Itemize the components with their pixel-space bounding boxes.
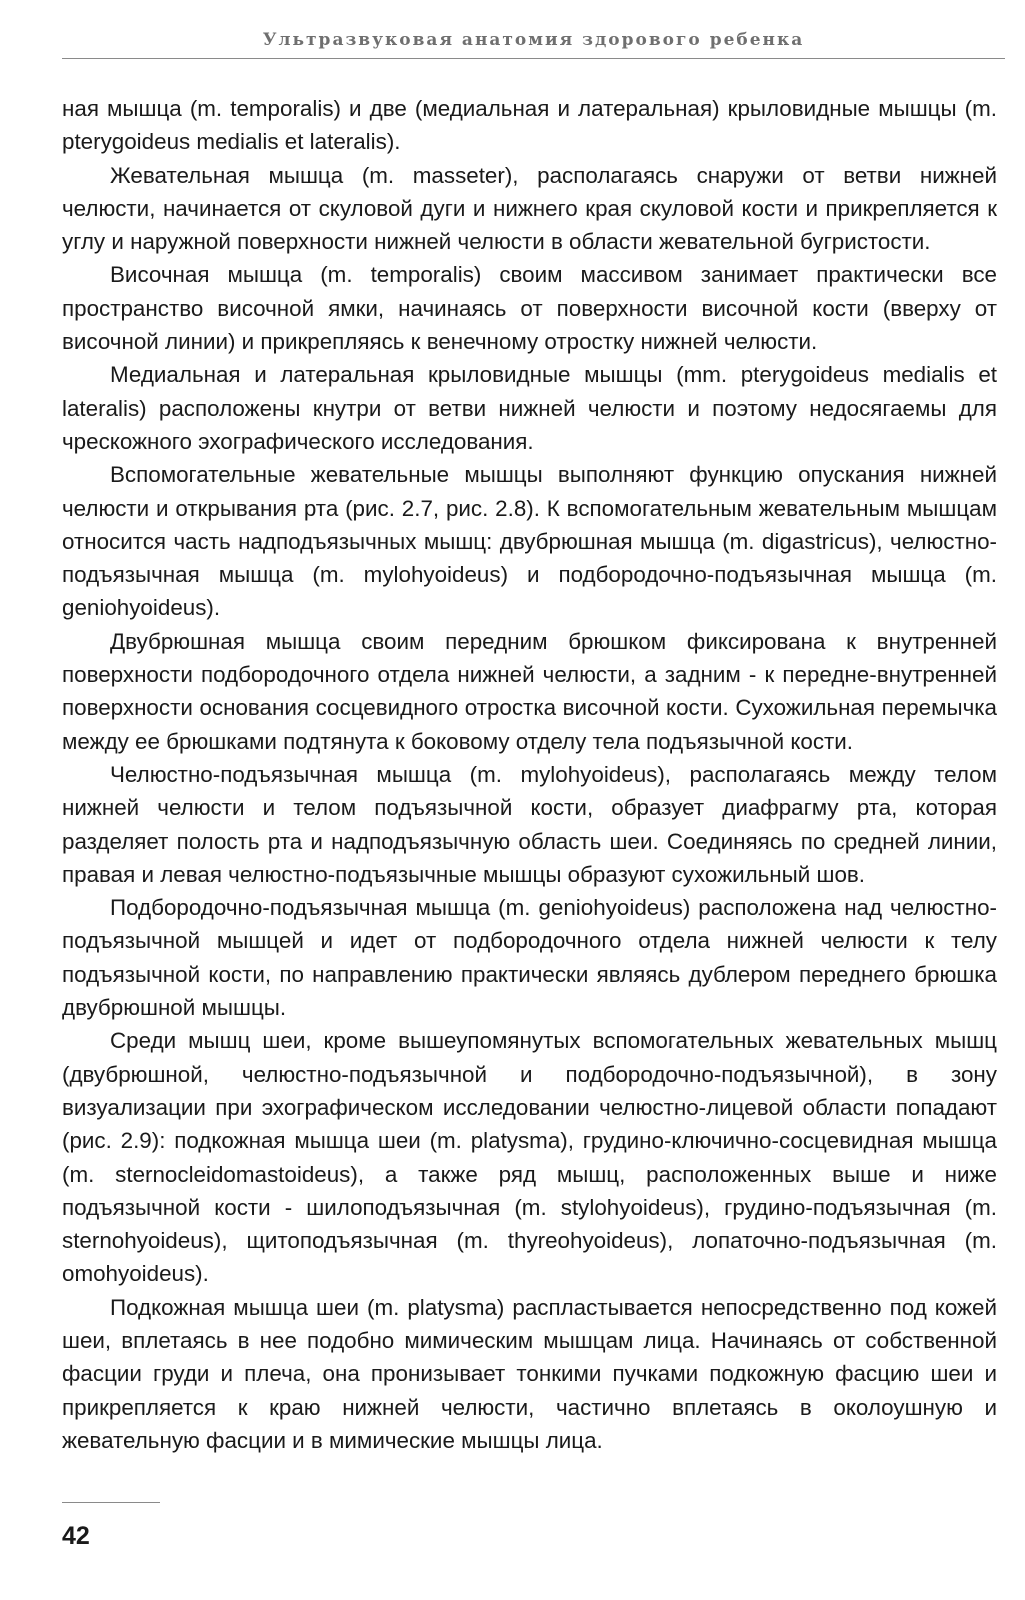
body-text <box>62 92 997 1457</box>
paragraph-mylohyoid: Челюстно-подъязычная мышца (m. mylohyoideus), располагаясь между телом нижней челюсти и телом подъязычной кости, образует диафрагму рта, которая разделяет полость рта и надподъязычную область шеи. Соединяясь по средней линии, правая и левая челюстно-подъязычные мышцы образуют сухожильный шов. <box>62 761 997 887</box>
paragraph-digastric: Двубрюшная мышца своим передним брюшком фиксирована к внутренней поверхности подбородочного отдела нижней челюсти, а задним - к передне-внутренней поверхности основания сосцевидного отростка височной кости. Сухожильная перемычка между ее брюшками подтянута к боковому отделу тела подъязычной кости. <box>62 628 997 754</box>
paragraph-neck-muscles: Среди мышц шеи, кроме вышеупомянутых вспомогательных жевательных мышц (двубрюшной, челюстно-подъязычной и подбородочно-подъязычной), в зону визуализации при эхографическом исследовании челюстно-лицевой области попадают (рис. 2.9): подкожная мышца шеи (m. platysma), грудино-ключично-сосцевидная мышца (m. sternocleidomastoideus), а также ряд мышц, расположенных выше и ниже подъязычной кости - шилоподъязычная (m. stylohyoideus), грудино-подъязычная (m. sternohyoideus), щитоподъязычная (m. thyreohyoideus), лопаточно-подъязычная (m. omohyoideus). <box>62 1028 997 1287</box>
page-number: 42 <box>62 1522 90 1550</box>
paragraph-temporalis: Височная мышца (m. temporalis) своим массивом занимает практически все пространство височной ямки, начинаясь от поверхности височной кости (вверху от височной линии) и прикрепляясь к венечному отростку нижней челюсти. <box>62 262 997 355</box>
paragraph-masseter: Жевательная мышца (m. masseter), располагаясь снаружи от ветви нижней челюсти, начинается от скуловой дуги и нижнего края скуловой кости и прикрепляется к углу и наружной поверхности нижней челюсти в области жевательной бугристости. <box>62 162 997 255</box>
paragraph-geniohyoid: Подбородочно-подъязычная мышца (m. geniohyoideus) расположена над челюстно-подъязычной мышцей и идет от подбородочного отдела нижней челюсти к телу подъязычной кости, по направлению практически являясь дублером переднего брюшка двубрюшной мышцы. <box>62 895 997 1021</box>
paragraph-auxiliary-muscles: Вспомогательные жевательные мышцы выполняют функцию опускания нижней челюсти и открывания рта (рис. 2.7, рис. 2.8). К вспомогательным жевательным мышцам относится часть надподъязычных мышц: двубрюшная мышца (m. digastricus), челюстно-подъязычная мышца (m. mylohyoideus) и подбородочно-подъязычная мышца (m. geniohyoideus). <box>62 462 997 621</box>
footer-divider <box>62 1502 160 1503</box>
paragraph-continued: ная мышца (m. temporalis) и две (медиальная и латеральная) крыловидные мышцы (m. pterygoideus medialis et lateralis). <box>62 96 997 155</box>
paragraph-pterygoid: Медиальная и латеральная крыловидные мышцы (mm. pterygoideus medialis et lateralis) расположены кнутри от ветви нижней челюсти и поэтому недосягаемы для чрескожного эхографического исследования. <box>62 362 997 454</box>
running-title: Ультразвуковая анатомия здорового ребенка <box>262 30 805 50</box>
header-divider <box>62 58 1005 59</box>
paragraph-platysma: Подкожная мышца шеи (m. platysma) распластывается непосредственно под кожей шеи, вплетаясь в нее подобно мимическим мышцам лица. Начинаясь от собственной фасции груди и плеча, она пронизывает тонкими пучками подкожную фасцию шеи и прикрепляется к краю нижней челюсти, частично вплетаясь в околоушную и жевательную фасции и в мимические мышцы лица. <box>62 1294 997 1453</box>
